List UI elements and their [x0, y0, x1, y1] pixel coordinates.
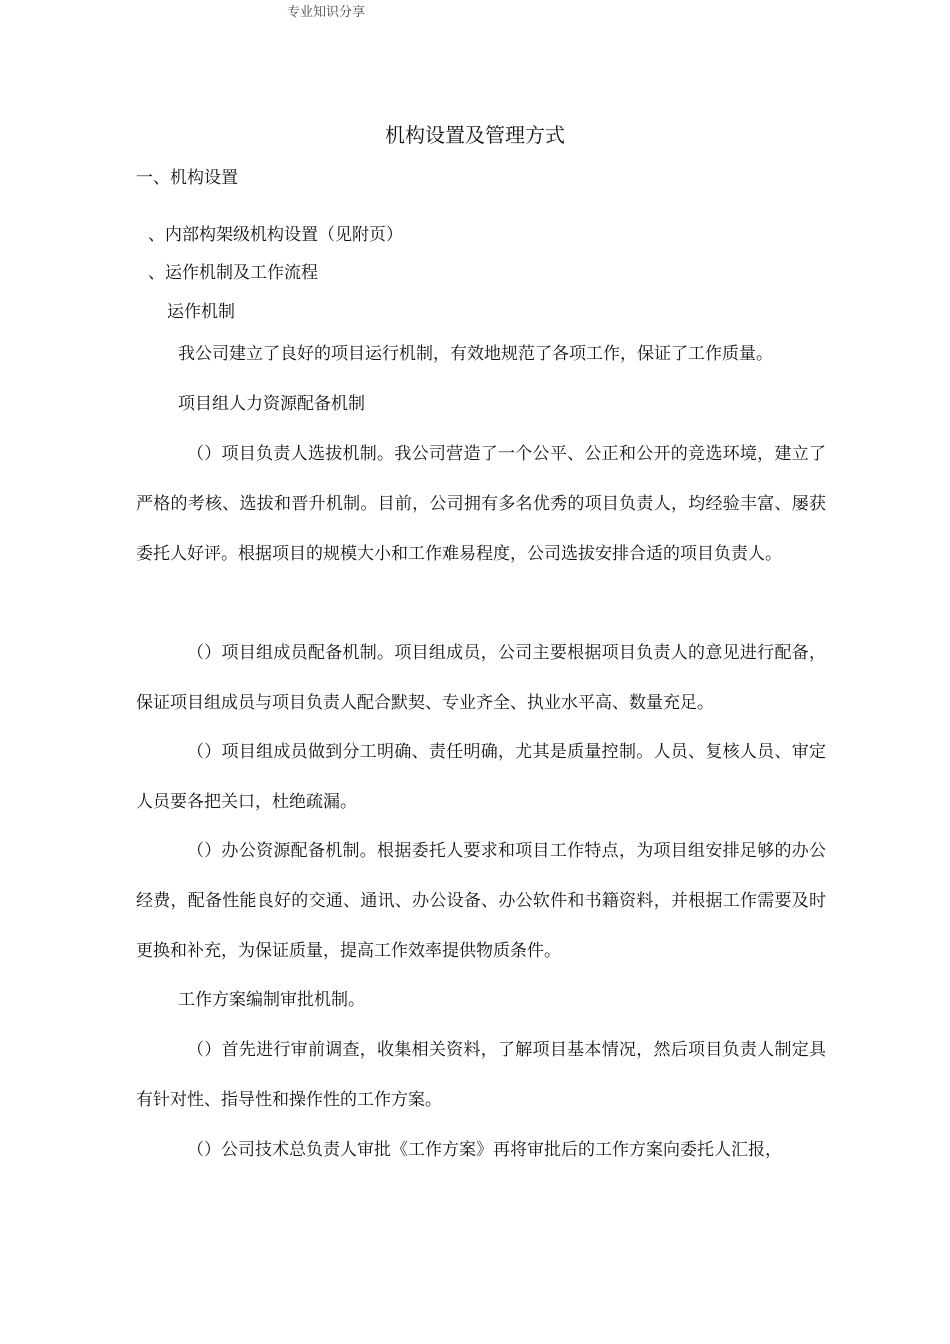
intro-paragraph: 我公司建立了良好的项目运行机制，有效地规范了各项工作，保证了工作质量。 — [178, 344, 773, 364]
paragraph: （）公司技术总负责人审批《工作方案》再将审批后的工作方案向委托人汇报， — [187, 1140, 782, 1160]
document-title: 机构设置及管理方式 — [385, 123, 565, 147]
list-item: 、内部构架级机构设置（见附页） — [148, 225, 403, 245]
paragraph: （）项目负责人选拔机制。我公司营造了一个公平、公正和公开的竞选环境，建立了严格的考核、选拔和晋升机制。目前，公司拥有多名优秀的项目负责人，均经验丰富、屡获委托人好评。根据项目的规模大小和工作难易程度，公司选拔安排合适的项目负责人。 — [136, 444, 826, 564]
paragraph: （）项目组成员配备机制。项目组成员，公司主要根据项目负责人的意见进行配备，保证项目组成员与项目负责人配合默契、专业齐全、执业水平高、数量充足。 — [136, 643, 826, 713]
section-heading: 一、机构设置 — [136, 168, 238, 188]
paragraph: （）首先进行审前调查，收集相关资料，了解项目基本情况，然后项目负责人制定具有针对性、指导性和操作性的工作方案。 — [136, 1040, 826, 1110]
paragraph: （）办公资源配备机制。根据委托人要求和项目工作特点，为项目组安排足够的办公经费，配备性能良好的交通、通讯、办公设备、办公软件和书籍资料，并根据工作需要及时更换和补充，为保证质量，提高工作效率提供物质条件。 — [136, 841, 826, 961]
sub-heading: 运作机制 — [167, 302, 235, 322]
paragraph: （）项目组成员做到分工明确、责任明确，尤其是质量控制。人员、复核人员、审定人员要各把关口，杜绝疏漏。 — [136, 742, 826, 812]
list-item: 、运作机制及工作流程 — [148, 263, 318, 283]
sub-heading: 项目组人力资源配备机制 — [178, 394, 365, 414]
sub-heading: 工作方案编制审批机制。 — [178, 990, 365, 1010]
header-note: 专业知识分享 — [287, 5, 366, 20]
